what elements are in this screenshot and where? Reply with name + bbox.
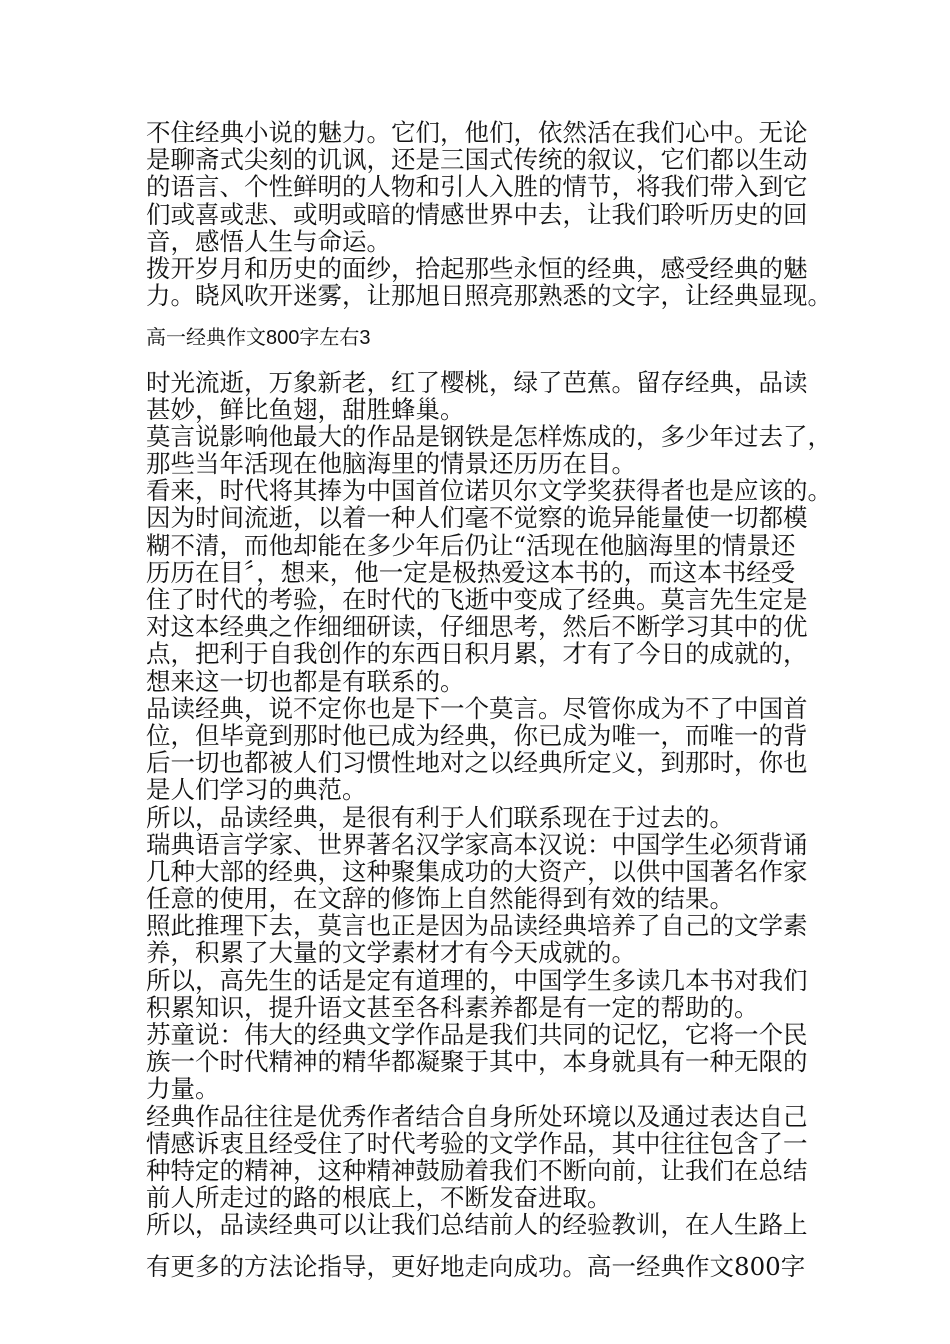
text-line: 拨开岁月和历史的面纱，拾起那些永恒的经典，感受经典的魅 <box>146 253 808 283</box>
text-line: 后一切也都被人们习惯性地对之以经典所定义，到那时，你也 <box>146 748 808 778</box>
text-line: 种特定的精神，这种精神鼓励着我们不断向前，让我们在总结 <box>146 1155 808 1185</box>
text-line: 前人所走过的路的根底上，不断发奋进取。 <box>146 1183 612 1213</box>
text-line: 苏童说：伟大的经典文学作品是我们共同的记忆，它将一个民 <box>146 1020 808 1049</box>
text-line: 莫言说影响他最大的作品是钢铁是怎样炼成的，多少年过去了， <box>146 421 832 451</box>
text-line: 所以，品读经典，是很有利于人们联系现在于过去的。 <box>146 802 734 832</box>
text-line: 力。晓风吹开迷雾，让那旭日照亮那熟悉的文字，让经典显现。 <box>146 281 832 311</box>
text-line: 照此推理下去，莫言也正是因为品读经典培养了自己的文学素 <box>146 911 808 941</box>
document-body <box>146 118 832 1281</box>
text-line: 任意的使用，在文辞的修饰上自然能得到有效的结果。 <box>146 884 734 914</box>
text-line: 所以，高先生的话是定有道理的，中国学生多读几本书对我们 <box>146 965 808 995</box>
text-line: 音，感悟人生与命运。 <box>146 226 391 256</box>
text-line: 想来这一切也都是有联系的。 <box>146 666 465 696</box>
text-line: 所以，品读经典可以让我们总结前人的经验教训，在人生路上 <box>146 1210 808 1240</box>
text-line: 经典作品往往是优秀作者结合自身所处环境以及通过表达自己 <box>146 1101 808 1131</box>
text-line: 时光流逝，万象新老，红了樱桃，绿了芭蕉。留存经典，品读 <box>146 367 808 397</box>
text-line: 是人们学习的典范。 <box>146 775 367 805</box>
text-line: 糊不清，而他却能在多少年后仍让“活现在他脑海里的情景还 <box>146 530 796 560</box>
text-line: 那些当年活现在他脑海里的情景还历历在目。 <box>146 449 636 479</box>
text-line: 看来，时代将其捧为中国首位诺贝尔文学奖获得者也是应该的。 <box>146 476 832 506</box>
text-line: 是聊斋式尖刻的讥讽，还是三国式传统的叙议，它们都以生动 <box>146 145 808 175</box>
text-line: 因为时间流逝，以着一种人们毫不觉察的诡异能量使一切都模 <box>146 503 808 533</box>
text-line: 几种大部的经典，这种聚集成功的大资产，以供中国著名作家 <box>146 856 808 886</box>
text-line: 的语言、个性鲜明的人物和引人入胜的情节，将我们带入到它 <box>146 172 808 202</box>
text-line: 甚妙，鲜比鱼翅，甜胜蜂巢。 <box>146 394 465 424</box>
text-line: 瑞典语言学家、世界著名汉学家高本汉说：中国学生必须背诵 <box>146 829 808 859</box>
text-line: 情感诉衷且经受住了时代考验的文学作品，其中往往包含了一 <box>146 1128 808 1158</box>
section-heading: 高一经典作文800字左右3 <box>146 327 371 350</box>
text-line: 们或喜或悲、或明或暗的情感世界中去，让我们聆听历史的回 <box>146 199 808 229</box>
paragraph-block-1 <box>146 118 832 311</box>
text-line: 养，积累了大量的文学素材才有今天成就的。 <box>146 938 636 968</box>
text-line: 力量。 <box>146 1074 220 1104</box>
text-line: 品读经典，说不定你也是下一个莫言。尽管你成为不了中国首 <box>146 693 808 723</box>
text-line: 住了时代的考验，在时代的飞逝中变成了经典。莫言先生定是 <box>146 585 808 614</box>
text-line: 不住经典小说的魅力。它们，他们，依然活在我们心中。无论 <box>146 118 808 147</box>
paragraph-block-2 <box>146 367 832 1240</box>
text-line: 历历在目〞，想来，他一定是极热爱这本书的，而这本书经受 <box>146 557 796 587</box>
text-line: 积累知识，提升语文甚至各科素养都是有一定的帮助的。 <box>146 992 759 1022</box>
text-line: 对这本经典之作细细研读，仔细思考，然后不断学习其中的优 <box>146 612 808 642</box>
text-line: 位，但毕竟到那时他已成为经典，你已成为唯一，而唯一的背 <box>146 720 808 750</box>
text-line-final: 有更多的方法论指导，更好地走向成功。高一经典作文800字 <box>146 1251 806 1281</box>
text-line: 族一个时代精神的精华都凝聚于其中，本身就具有一种无限的 <box>146 1047 808 1077</box>
text-line: 点，把利于自我创作的东西日积月累，才有了今日的成就的， <box>146 639 808 669</box>
